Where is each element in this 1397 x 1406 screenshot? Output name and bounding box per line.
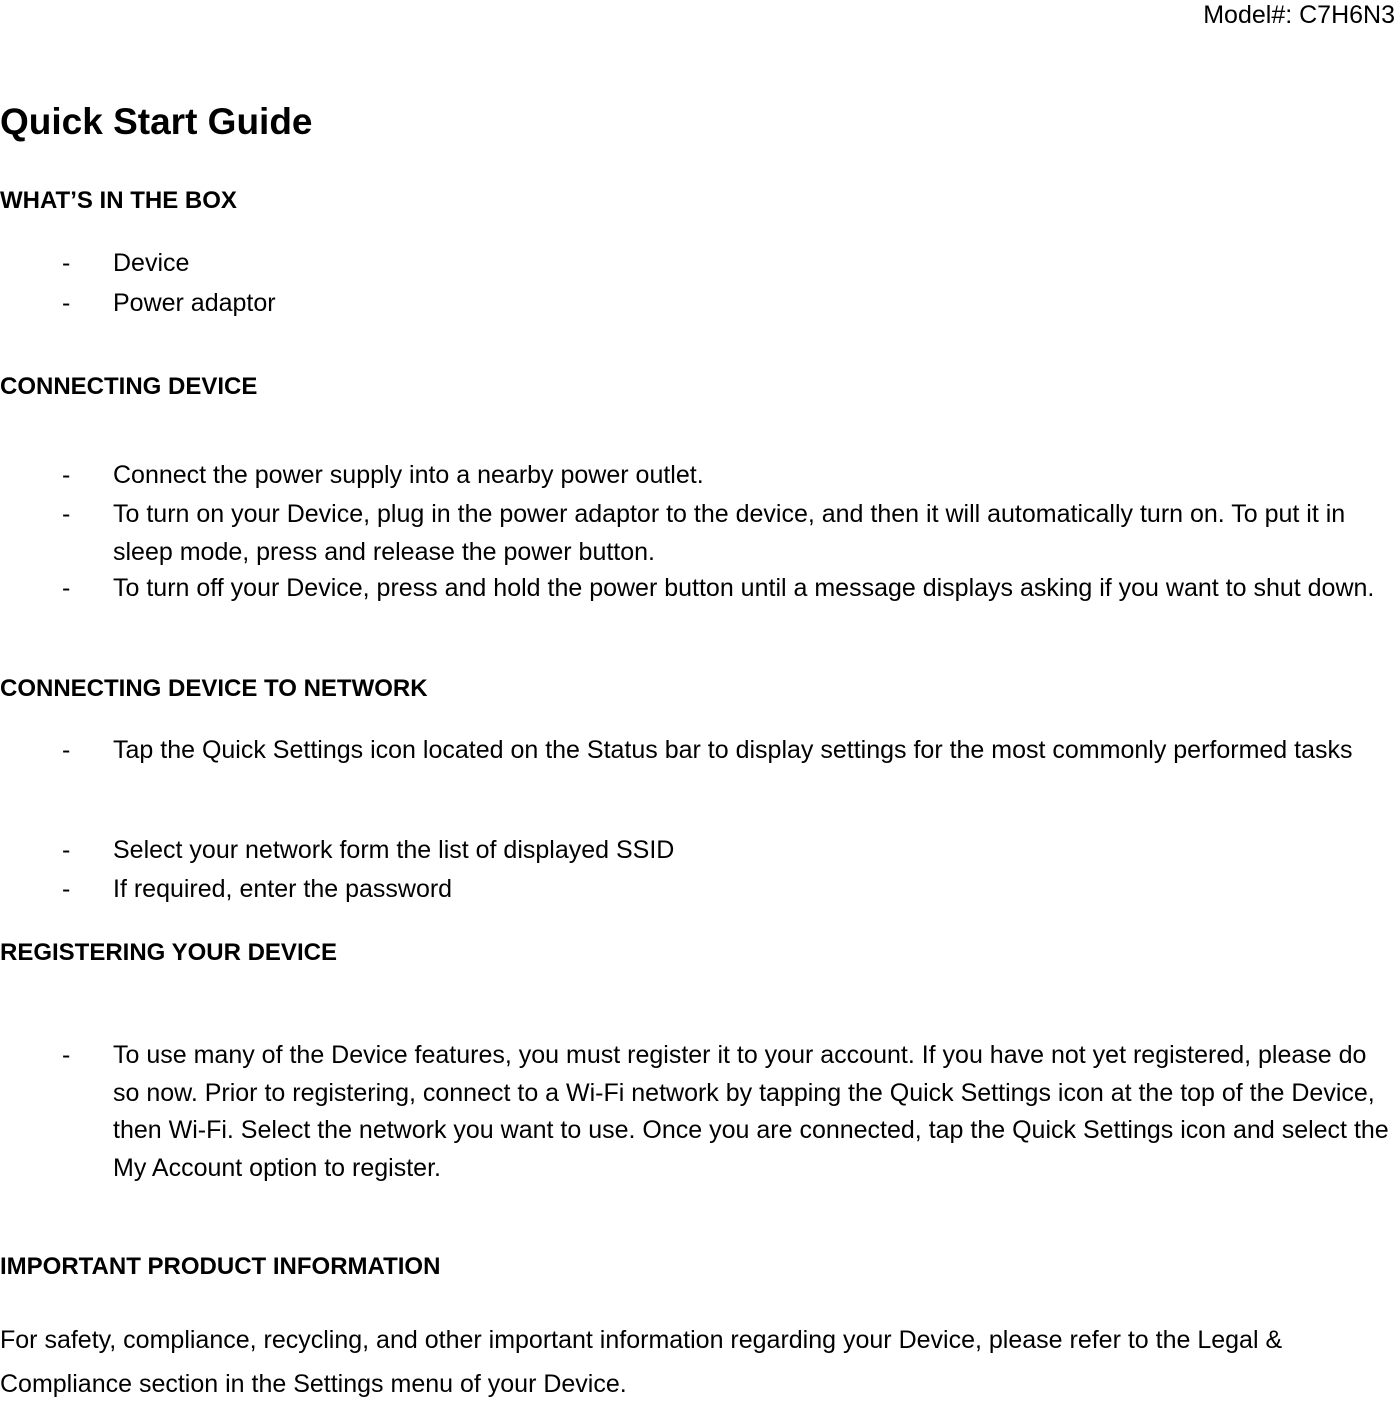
page-title: Quick Start Guide [0, 101, 313, 142]
bullet-dash: - [62, 736, 71, 764]
bullet-dash: - [62, 1041, 71, 1069]
list-item-text: To use many of the Device features, you must register it to your account. If you have not yet registered, please do so now. Prior to registering, connect to a Wi-Fi network by tapping the Quick Settings icon at the top of the Device, then Wi-Fi. Select the network you want to use. Once you are connected, tap the Quick Settings icon and select the My Account option to register. [113, 1041, 1389, 1182]
bullet-dash: - [62, 875, 71, 903]
bullet-dash: - [62, 289, 71, 317]
model-number: Model#: C7H6N3 [1203, 1, 1395, 29]
section-heading-network: CONNECTING DEVICE TO NETWORK [0, 675, 428, 702]
list-item-text: Device [113, 249, 190, 277]
important-info-text: For safety, compliance, recycling, and other important information regarding your Device, please refer to the Legal & Compliance section in the Settings menu of your Device. [0, 1326, 1283, 1398]
list-item-text: Tap the Quick Settings icon located on the Status bar to display settings for the most commonly performed tasks [113, 736, 1353, 764]
list-item-text: If required, enter the password [113, 875, 453, 903]
bullet-dash: - [62, 836, 71, 864]
list-item-text: Select your network form the list of displayed SSID [113, 836, 675, 864]
bullet-dash: - [62, 461, 71, 489]
bullet-dash: - [62, 500, 71, 528]
list-item-text: To turn on your Device, plug in the power adaptor to the device, and then it will automatically turn on. To put it in sleep mode, press and release the power button. [113, 500, 1346, 566]
section-heading-important: IMPORTANT PRODUCT INFORMATION [0, 1253, 441, 1280]
section-heading-box: WHAT’S IN THE BOX [0, 187, 237, 214]
list-item-text: Power adaptor [113, 289, 276, 317]
list-item-text: To turn off your Device, press and hold the power button until a message displays asking if you want to shut down. [113, 574, 1375, 602]
section-heading-registering: REGISTERING YOUR DEVICE [0, 939, 337, 966]
list-item-text: Connect the power supply into a nearby power outlet. [113, 461, 704, 489]
bullet-dash: - [62, 249, 71, 277]
section-heading-connecting: CONNECTING DEVICE [0, 373, 258, 400]
bullet-dash: - [62, 574, 71, 602]
